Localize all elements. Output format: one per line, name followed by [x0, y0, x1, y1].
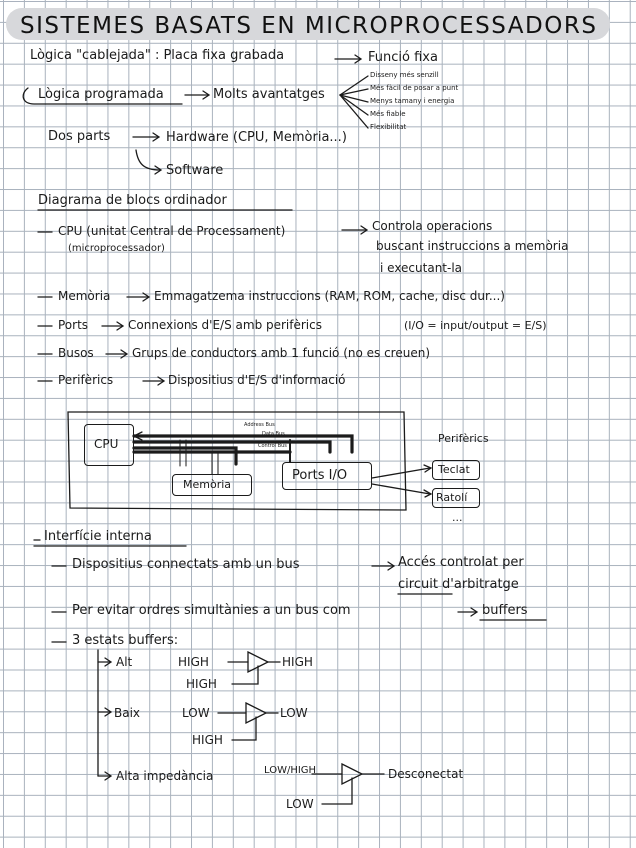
- baix-control: HIGH: [192, 733, 223, 747]
- advantage-item: Disseny més senzill: [370, 71, 439, 79]
- advantage-item: Flexibilitat: [370, 123, 407, 131]
- cpu-desc: Controla operacions: [372, 219, 493, 233]
- alt-label: Alt: [116, 655, 133, 669]
- ratoli-label: Ratolí: [436, 491, 468, 504]
- dos-parts-text: Dos parts: [48, 129, 111, 144]
- address-bus-label: Address Bus: [244, 422, 275, 428]
- cpu-line: CPU (unitat Central de Processament): [58, 224, 286, 238]
- baix-input: LOW: [182, 706, 210, 720]
- ai-control: LOW: [286, 797, 314, 811]
- ports-desc: Connexions d'E/S amb perifèrics: [128, 318, 322, 332]
- memoria-label: Memòria: [58, 289, 111, 303]
- busos-label: Busos: [58, 346, 94, 360]
- evitar-text: Per evitar ordres simultànies a un bus com: [72, 603, 351, 618]
- cpu-block-label: CPU: [94, 437, 119, 451]
- alta-impedancia-label: Alta impedància: [116, 769, 214, 783]
- dispositius-text: Dispositius connectats amb un bus: [72, 557, 300, 572]
- more-devices: ...: [452, 511, 463, 524]
- ai-input: LOW/HIGH: [264, 765, 317, 776]
- teclat-label: Teclat: [438, 463, 470, 476]
- cpu-desc: i executant-la: [380, 261, 463, 275]
- ai-output: Desconectat: [388, 767, 464, 781]
- tres-estats-text: 3 estats buffers:: [72, 633, 179, 648]
- periferics-desc: Dispositius d'E/S d'informació: [168, 373, 346, 387]
- buffers-text: buffers: [482, 603, 528, 618]
- cpu-sub: (microprocessador): [68, 243, 165, 254]
- advantage-item: Més fiable: [370, 110, 406, 118]
- alt-input: HIGH: [178, 655, 209, 669]
- diagrama-heading: Diagrama de blocs ordinador: [38, 193, 227, 208]
- ports-label: Ports: [58, 318, 89, 332]
- logica-programada-text: Lògica programada: [38, 87, 164, 102]
- interficie-heading: Interfície interna: [44, 529, 152, 544]
- alt-control: HIGH: [186, 677, 217, 691]
- alt-output: HIGH: [282, 655, 313, 669]
- page-title: SISTEMES BASATS EN MICROPROCESSADORS: [20, 13, 598, 39]
- advantage-item: Més fàcil de posar a punt: [370, 84, 459, 92]
- control-bus-label: Control Bus: [258, 443, 287, 449]
- molts-avantatges-text: Molts avantatges: [213, 87, 325, 102]
- advantage-item: Menys tamany i energia: [370, 97, 455, 105]
- ports-io-label: Ports I/O: [292, 468, 348, 483]
- data-bus-label: Data Bus: [262, 431, 285, 437]
- acces-text: circuit d'arbitratge: [398, 577, 519, 592]
- baix-output: LOW: [280, 706, 308, 720]
- busos-desc: Grups de conductors amb 1 funció (no es creuen): [132, 346, 431, 360]
- periferics-block-label: Perifèrics: [438, 432, 489, 445]
- hardware-text: Hardware (CPU, Memòria...): [166, 130, 347, 145]
- memoria-desc: Emmagatzema instruccions (RAM, ROM, cache, disc dur...): [154, 289, 505, 303]
- software-text: Software: [166, 163, 224, 178]
- acces-text: Accés controlat per: [398, 555, 524, 570]
- periferics-label: Perifèrics: [58, 373, 114, 387]
- logica-cablejada-text: Lògica "cablejada" : Placa fixa grabada: [30, 48, 285, 63]
- ports-note: (I/O = input/output = E/S): [404, 319, 547, 332]
- cpu-desc: buscant instruccions a memòria: [376, 239, 569, 253]
- baix-label: Baix: [114, 706, 141, 720]
- funcio-fixa-text: Funció fixa: [368, 50, 438, 65]
- memoria-block-label: Memòria: [183, 478, 232, 491]
